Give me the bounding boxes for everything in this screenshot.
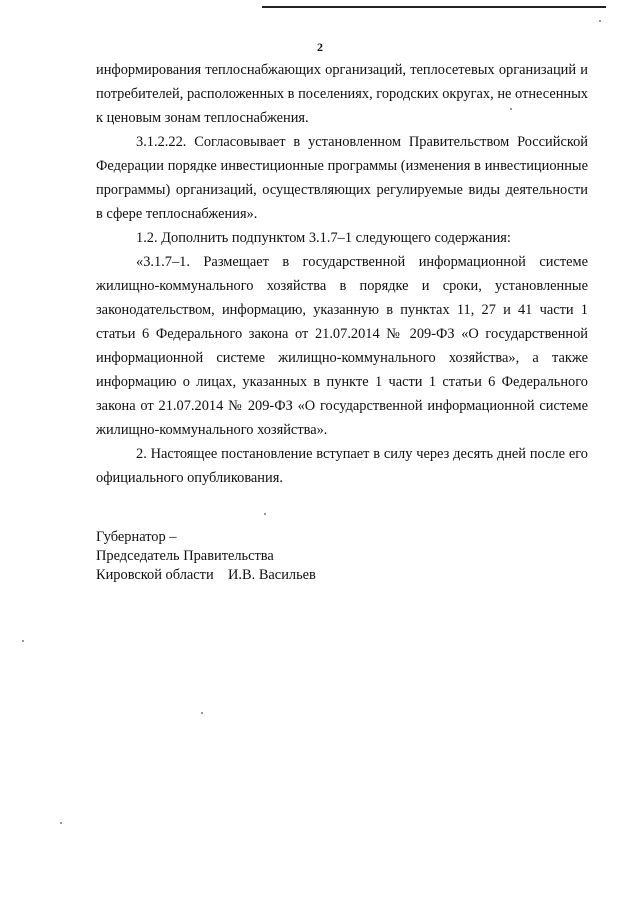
document-body xyxy=(96,58,588,490)
signature-block xyxy=(96,528,496,585)
scan-artifact-line xyxy=(262,6,606,8)
paragraph-1-2: 1.2. Дополнить подпунктом 3.1.7–1 следующего содержания: xyxy=(136,230,511,246)
scan-speck xyxy=(201,712,203,714)
scan-speck xyxy=(60,822,62,824)
signature-position: Председатель Правительства xyxy=(96,548,274,564)
paragraph-3-1-2-22: 3.1.2.22. Согласовывает в установленном Правительством Российской Федерации порядке инвестиционные программы (изменения в инвестиционные программы) организаций, осуществляющих регулируемые виды деятельности в сфере теплоснабжения». xyxy=(96,134,588,222)
paragraph-2-effective-date: 2. Настоящее постановление вступает в силу через десять дней после его официального опубликования. xyxy=(96,446,588,486)
paragraph-3-1-7-1: «3.1.7–1. Размещает в государственной информационной системе жилищно-коммунального хозяйства в порядке и сроки, установленные законодательством, информацию, указанную в пунктах 11, 27 и 41 части 1 статьи 6 Федерального закона от 21.07.2014 № 209-ФЗ «О государственной информационной системе жилищно-коммунального хозяйства», а также информацию о лицах, указанных в пункте 1 части 1 статьи 6 Федерального закона от 21.07.2014 № 209-ФЗ «О государственной информационной системе жилищно-коммунального хозяйства». xyxy=(96,254,588,438)
paragraph-continuation: информирования теплоснабжающих организаций, теплосетевых организаций и потребителей, расположенных в поселениях, городских округах, не отнесенных к ценовым зонам теплоснабжения. xyxy=(96,62,588,126)
scan-speck xyxy=(22,640,24,642)
signature-title: Губернатор – xyxy=(96,529,177,545)
scan-speck xyxy=(264,513,266,515)
scan-speck xyxy=(510,108,512,110)
signature-region-name: Кировской области И.В. Васильев xyxy=(96,567,316,583)
scan-speck xyxy=(599,20,601,22)
page-number: 2 xyxy=(317,40,323,54)
